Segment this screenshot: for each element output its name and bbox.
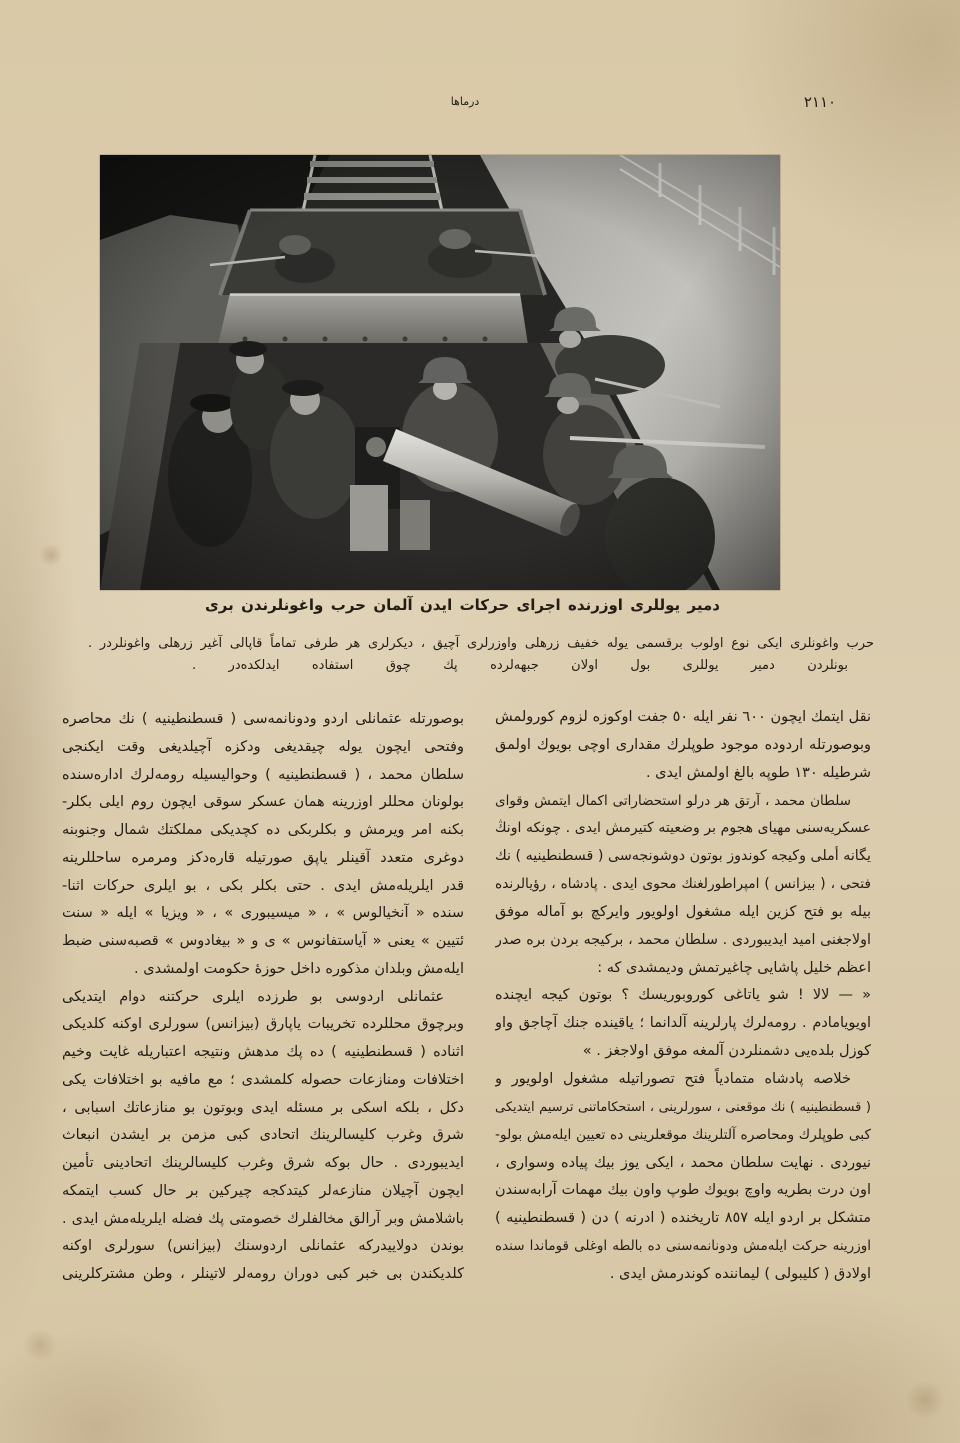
text-line: سلطان محمد ، ( قسطنطینیه ) وحوالیسیله رومه‌لرك اداره‌سنده <box>62 766 464 783</box>
text-line: ( قسطنطینیه ) نك موقعنی ، سورلرینی ، استحکاماتنی ترسیم ایتدیکی <box>495 1099 871 1115</box>
text-line: اختلافات ومنازعات حصوله کلمشدی ؛ مع مافیه بو اختلافات یکی <box>62 1071 464 1088</box>
text-line: خلاصه پادشاه متمادیاً فتح تصوراتیله مشغول اولویور و <box>495 1070 851 1087</box>
text-line: وفتحی ایچون یوله چیقدیغی ودکزه آچیلدیغی وقت ایکنجی <box>62 738 464 755</box>
text-line: بکنه امر ویرمش و بکلربکی ده کچدیکی مملکتك شمال وجنوبنه <box>62 822 464 838</box>
text-line: اولادق ( کلیبولی ) لیماننده کوندرمش ایدی . <box>609 1265 871 1282</box>
text-line: سلطان محمد ، آرتق هر درلو استحضاراتی اکمال ایتمش وقوای <box>495 792 851 809</box>
text-line: بوصورتله عثمانلی اردو ودونانمه‌سی ( قسطنطینیه ) نك محاصره <box>62 711 464 727</box>
text-line: سنده « آنخیالوس » ، « میسیبوری » ، « ویزیا » ایله « سنت <box>62 905 464 922</box>
text-line: ئتیین » یعنی « آیاستفانوس » ی و « بیغادوس » قصبه‌سنی ضبط <box>62 933 464 949</box>
paper-stain <box>38 545 64 565</box>
text-line: اولاجغنی امید ایدیبوردی . سلطان محمد ، برکیجه بردن بره صدر <box>495 931 871 948</box>
figure-caption-title: دمیر یوللری اوزرنده اجرای حرکات ایدن آلمان حرب واغونلرندن بری <box>205 596 720 614</box>
text-line: ایله‌مش وبلدان مذکوره داخل حوزهٔ حکومت اولمشدی . <box>134 960 464 977</box>
right-text-column <box>495 704 871 1289</box>
running-header: درماها <box>450 95 480 108</box>
text-line: بوندن دولاییدرکه عثمانلی اردوسنك (بیزانس) سورلری اوکنه <box>62 1238 464 1255</box>
text-line: فتحی ، ( بیزانس ) امپراطورلغنك محوی ایدی . پادشاه ، رؤیالرنده <box>495 876 871 893</box>
paper-stain <box>905 1380 945 1420</box>
text-line: شرق وغرب کلیسالرینك اتحادی کبی مزمن بر ایشدن انبعاث <box>62 1127 464 1144</box>
armored-train-photo <box>100 155 780 590</box>
text-line: بولونان محللر اوزرینه همان عسکر سوقی ایچون روم ایلی بکلر- <box>62 794 464 811</box>
text-line: ایدیبوردی . حال بوکه شرق وغرب کلیسالرینك اتحادینی تأمین <box>62 1155 464 1171</box>
paper-stain <box>20 1330 60 1360</box>
text-line: قدر ایلریله‌مش ایدی . حتی بکلر بکی ، بو ایلری حرکات اثنا- <box>62 877 464 894</box>
text-line: متشکل بر اردو ایله ٨٥٧ تاریخنده ( ادرنه ) دن ( قسطنطینیه ) <box>495 1210 871 1227</box>
text-line: دوغری متعدد آقینلر یاپق صورتیله قاره‌دکز ومرمره ساحللرینه <box>62 849 464 866</box>
text-line: وبوصورتله اردوده موجود طوپلرك مقداری اوچی بویوك اولمق <box>495 736 871 753</box>
left-text-column <box>62 706 464 1289</box>
text-line: اوزرینه حرکت ایله‌مش ودونانمه‌سنی ده بالطه اوغلی قوماندا سنده <box>495 1238 871 1255</box>
page-number: ٢١١٠ <box>803 93 837 111</box>
text-line: عسکریه‌سنی مهیای هجوم بر وضعیته کتیرمش ایدی . چونکه اونڭ <box>495 820 871 837</box>
text-line: بیله بو فتح کزین ایله مشغول اولویور وایرکچ بو آماله موفق <box>495 903 871 920</box>
text-line: ایچون آچیلان منازعه‌لر کیتدکجه چیرکین بر حال کسب ایتمکه <box>62 1182 464 1199</box>
text-line: باشلامش وبر آرالق مخالفلرك خصومتی پك فضله ایلریله‌مش ایدی . <box>62 1210 464 1227</box>
text-line: اویویامادم . رومه‌لرك پارلرینه آلدانما ؛ یاقینده جنك آچاجق واو <box>495 1015 871 1032</box>
text-line: اثناده ( قسطنطینیه ) ده پك مدهش ونتیجه اعتباریله غایت وخیم <box>62 1044 464 1060</box>
text-line: اعظم خلیل پاشایی چاغیرتمش ودیمشدی که : <box>597 959 871 976</box>
text-line: شرطیله ١٣٠ طوپه بالغ اولمش ایدی . <box>645 764 871 781</box>
text-line: « — لالا ! شو یاتاغی کوروبوریسك ؟ بوتون کیجه ایچنده <box>495 987 871 1004</box>
text-line: یگانه أملی وکیجه کوندوز بوتون دوشونجه‌سی ( قسطنطینیه ) نك <box>495 848 871 865</box>
text-line: دکل ، بلکه اسکی بر مسئله ایدی وبوتون بو منازعاتك اسبابی ، <box>62 1099 464 1116</box>
text-line: وبرچوق محللرده تخریبات یاپارق (بیزانس) سورلری اوکنه کلدیکی <box>62 1016 464 1033</box>
text-line: کوزل بلده‌یی دشمنلردن آلمغه موفق اولاجغز . » <box>582 1043 871 1060</box>
text-line: کلدیکندن بی خبر کبی دوران رومه‌لر لاتینلر ، وطن مشترکلرینی <box>62 1266 464 1282</box>
text-line: کبی طوپلرك ومحاصره آلتلرینك موقعلرینی ده تعیین ایله‌مش بولو- <box>495 1126 871 1143</box>
text-line: نقل ایتمك ایچون ٦٠٠ نفر ایله ٥٠ جفت اوکوزه لزوم کورولمش <box>495 709 871 725</box>
text-line: عثمانلی اردوسی بو طرزده ایلری حرکتنه دوام ایتدیکی <box>62 988 444 1005</box>
photo-image <box>100 155 780 590</box>
figure-caption-line: حرب واغونلری ایکی نوع اولوب برقسمی یوله خفیف زرهلی واوزرلری آچیق ، دیکرلری هر طرفی تماماً قاپالی آغیر زرهلی واغونلردر . <box>88 636 874 651</box>
text-line: اون درت بطریه واوچ بویوك طوپ واون بیك مهمات آرابه‌سندن <box>495 1182 871 1199</box>
figure-caption-line: بونلردن دمیر یوللری بول اولان جبهه‌لرده پك چوق استفاده ایدلکده‌در . <box>192 658 848 673</box>
text-line: نیوردی . نهایت سلطان محمد ، ایکی یوز بیك پیاده وسواری ، <box>495 1154 871 1171</box>
